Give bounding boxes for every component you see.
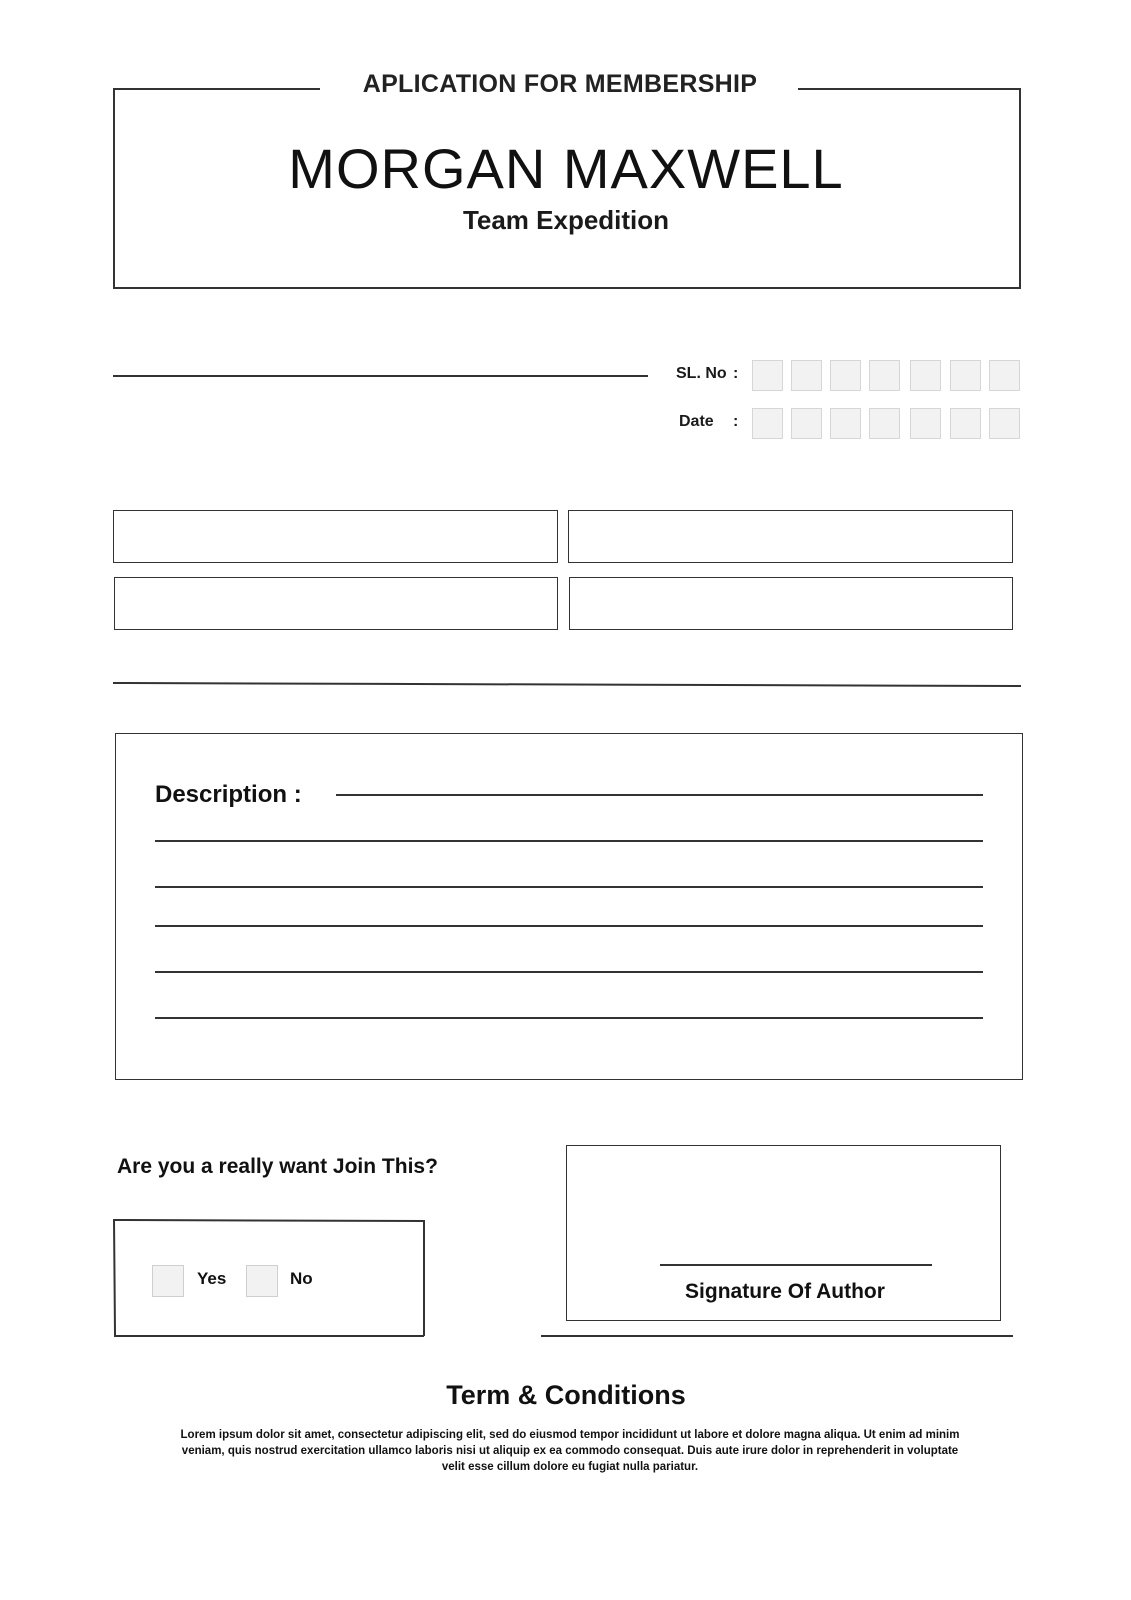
no-label: No — [290, 1269, 313, 1288]
description-label: Description : — [155, 781, 302, 808]
serial-cell[interactable] — [830, 360, 861, 391]
serial-cell[interactable] — [910, 360, 941, 391]
join-box-top — [113, 1219, 424, 1221]
date-separator: : — [733, 413, 739, 430]
yes-checkbox[interactable] — [152, 1265, 184, 1297]
date-cell[interactable] — [989, 408, 1020, 439]
input-field-top-right[interactable] — [568, 510, 1013, 563]
no-checkbox[interactable] — [246, 1265, 278, 1297]
team-name: Team Expedition — [462, 205, 670, 235]
header-frame-top-right — [798, 88, 1020, 90]
description-line[interactable] — [155, 925, 983, 927]
signature-line[interactable] — [660, 1264, 932, 1266]
name-line[interactable] — [113, 375, 648, 377]
serial-cell[interactable] — [989, 360, 1020, 391]
description-line[interactable] — [336, 794, 983, 796]
description-line[interactable] — [155, 1017, 983, 1019]
input-field-bottom-right[interactable] — [569, 577, 1013, 630]
join-box-right — [423, 1220, 425, 1336]
date-cell[interactable] — [830, 408, 861, 439]
description-line[interactable] — [155, 971, 983, 973]
form-title: APLICATION FOR MEMBERSHIP — [362, 70, 758, 98]
serial-cell[interactable] — [869, 360, 900, 391]
date-cell[interactable] — [869, 408, 900, 439]
join-box-left — [113, 1219, 116, 1336]
date-label: Date — [679, 413, 714, 430]
date-cell[interactable] — [791, 408, 822, 439]
date-cell[interactable] — [910, 408, 941, 439]
yes-label: Yes — [197, 1269, 227, 1288]
footer-divider — [541, 1335, 1013, 1337]
description-line[interactable] — [155, 840, 983, 842]
serial-cell[interactable] — [752, 360, 783, 391]
applicant-name: MORGAN MAXWELL — [288, 137, 844, 200]
description-line[interactable] — [155, 886, 983, 888]
join-question: Are you a really want Join This? — [117, 1155, 438, 1178]
join-box-bottom — [360, 1335, 424, 1337]
input-field-top-left[interactable] — [113, 510, 558, 563]
header-frame-bottom — [113, 287, 1021, 289]
terms-title: Term & Conditions — [446, 1380, 686, 1410]
serial-cell[interactable] — [950, 360, 981, 391]
date-cell[interactable] — [752, 408, 783, 439]
join-box-bottom — [114, 1335, 360, 1337]
input-field-bottom-left[interactable] — [114, 577, 558, 630]
section-divider — [113, 682, 1021, 687]
serial-cell[interactable] — [791, 360, 822, 391]
date-cell[interactable] — [950, 408, 981, 439]
signature-label: Signature Of Author — [685, 1280, 885, 1303]
terms-body: Lorem ipsum dolor sit amet, consectetur adipiscing elit, sed do eiusmod tempor incididunt ut labore et dolore magna aliqua. Ut enim ad minim veniam, quis nostrud exercitation ullamco laboris nisi ut aliquip ex ea commodo consequat. Duis aute irure dolor in reprehenderit in voluptate velit esse cillum dolore eu fugiat nulla pariatur. — [180, 1429, 960, 1473]
serial-label: SL. No — [676, 365, 727, 382]
serial-separator: : — [733, 365, 739, 382]
header-frame-top-left — [113, 88, 320, 90]
